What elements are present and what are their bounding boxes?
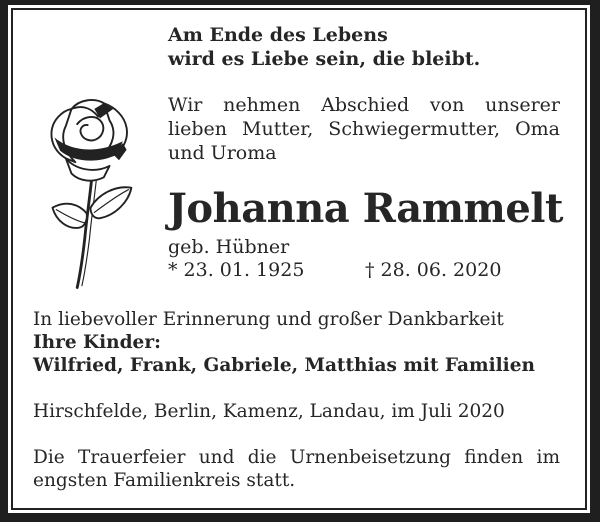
top-section bbox=[33, 24, 563, 282]
life-dates bbox=[168, 259, 560, 282]
birth-date: * 23. 01. 1925 bbox=[168, 259, 305, 281]
verse-line: wird es Liebe sein, die bleibt. bbox=[168, 47, 481, 70]
top-text-block bbox=[168, 24, 563, 282]
death-date: † 28. 06. 2020 bbox=[365, 259, 502, 281]
rose-column bbox=[33, 24, 168, 282]
children-names: Wilfried, Frank, Gabriele, Matthias mit Familien bbox=[33, 355, 535, 376]
closing-paragraph bbox=[33, 446, 560, 492]
children-label: Ihre Kinder: bbox=[33, 332, 161, 353]
deceased-name: Johanna Rammelt bbox=[168, 185, 563, 232]
opening-verse bbox=[168, 24, 560, 71]
intro-line: und Uroma bbox=[168, 142, 277, 164]
white-mat bbox=[8, 5, 590, 513]
intro-line: Wir nehmen Abschied von unserer bbox=[168, 94, 560, 116]
maiden-name: geb. Hübner bbox=[168, 236, 290, 258]
intro-line: lieben Mutter, Schwiegermutter, Oma bbox=[168, 118, 560, 140]
places-date-line: Hirschfelde, Berlin, Kamenz, Landau, im Juli 2020 bbox=[33, 401, 505, 422]
verse-line: Am Ende des Lebens bbox=[168, 24, 388, 46]
bottom-section bbox=[33, 308, 560, 492]
closing-line: Die Trauerfeier und die Urnenbeisetzung finden im bbox=[33, 447, 560, 468]
remembrance-line: In liebevoller Erinnerung und großer Dankbarkeit bbox=[33, 309, 504, 330]
intro-paragraph bbox=[168, 93, 560, 165]
rose-illustration bbox=[43, 95, 138, 291]
obituary-notice bbox=[11, 8, 587, 510]
closing-line: engsten Familienkreis statt. bbox=[33, 470, 296, 491]
